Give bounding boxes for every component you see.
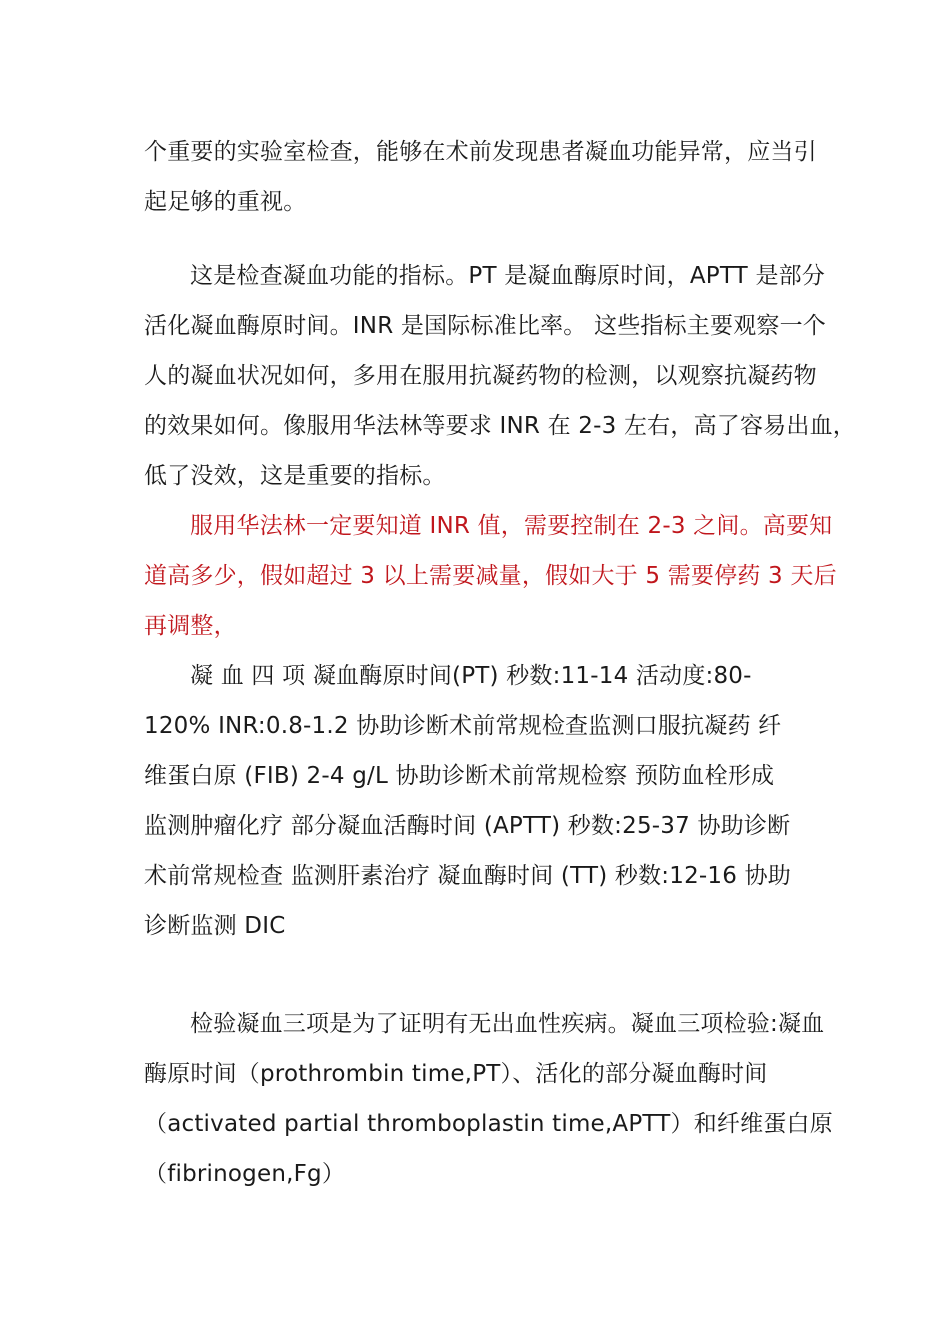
text-line: 起足够的重视。 xyxy=(144,189,307,215)
highlighted-text-line: 服用华法林一定要知道 INR 值，需要控制在 2-3 之间。高要知 xyxy=(190,513,833,539)
highlighted-text-line: 道高多少，假如超过 3 以上需要减量，假如大于 5 需要停药 3 天后 xyxy=(144,563,837,589)
text-line: 凝 血 四 项 凝血酶原时间(PT) 秒数:11-14 活动度:80- xyxy=(190,663,752,689)
text-line: 术前常规检查 监测肝素治疗 凝血酶时间 (TT) 秒数:12-16 协助 xyxy=(144,863,791,889)
text-line: （activated partial thromboplastin time,APTT）和纤维蛋白原 xyxy=(144,1111,833,1137)
text-line: 活化凝血酶原时间。INR 是国际标准比率。 这些指标主要观察一个 xyxy=(144,313,826,339)
text-line: 120% INR:0.8-1.2 协助诊断术前常规检查监测口服抗凝药 纤 xyxy=(144,713,782,739)
text-line: 这是检查凝血功能的指标。PT 是凝血酶原时间，APTT 是部分 xyxy=(190,263,826,289)
text-line: 个重要的实验室检查，能够在术前发现患者凝血功能异常，应当引 xyxy=(144,139,817,165)
text-line: （fibrinogen,Fg） xyxy=(144,1161,346,1187)
text-line: 低了没效，这是重要的指标。 xyxy=(144,463,446,489)
text-line: 的效果如何。像服用华法林等要求 INR 在 2-3 左右，高了容易出血， xyxy=(144,413,856,439)
text-line: 维蛋白原 (FIB) 2-4 g/L 协助诊断术前常规检察 预防血栓形成 xyxy=(144,763,775,789)
highlighted-text-line: 再调整， xyxy=(144,613,237,639)
text-line: 监测肿瘤化疗 部分凝血活酶时间 (APTT) 秒数:25-37 协助诊断 xyxy=(144,813,791,839)
text-line: 人的凝血状况如何，多用在服用抗凝药物的检测，以观察抗凝药物 xyxy=(144,363,817,389)
text-line: 酶原时间（prothrombin time,PT）、活化的部分凝血酶时间 xyxy=(144,1061,768,1087)
text-line: 诊断监测 DIC xyxy=(144,913,286,939)
text-line: 检验凝血三项是为了证明有无出血性疾病。凝血三项检验:凝血 xyxy=(190,1011,825,1037)
